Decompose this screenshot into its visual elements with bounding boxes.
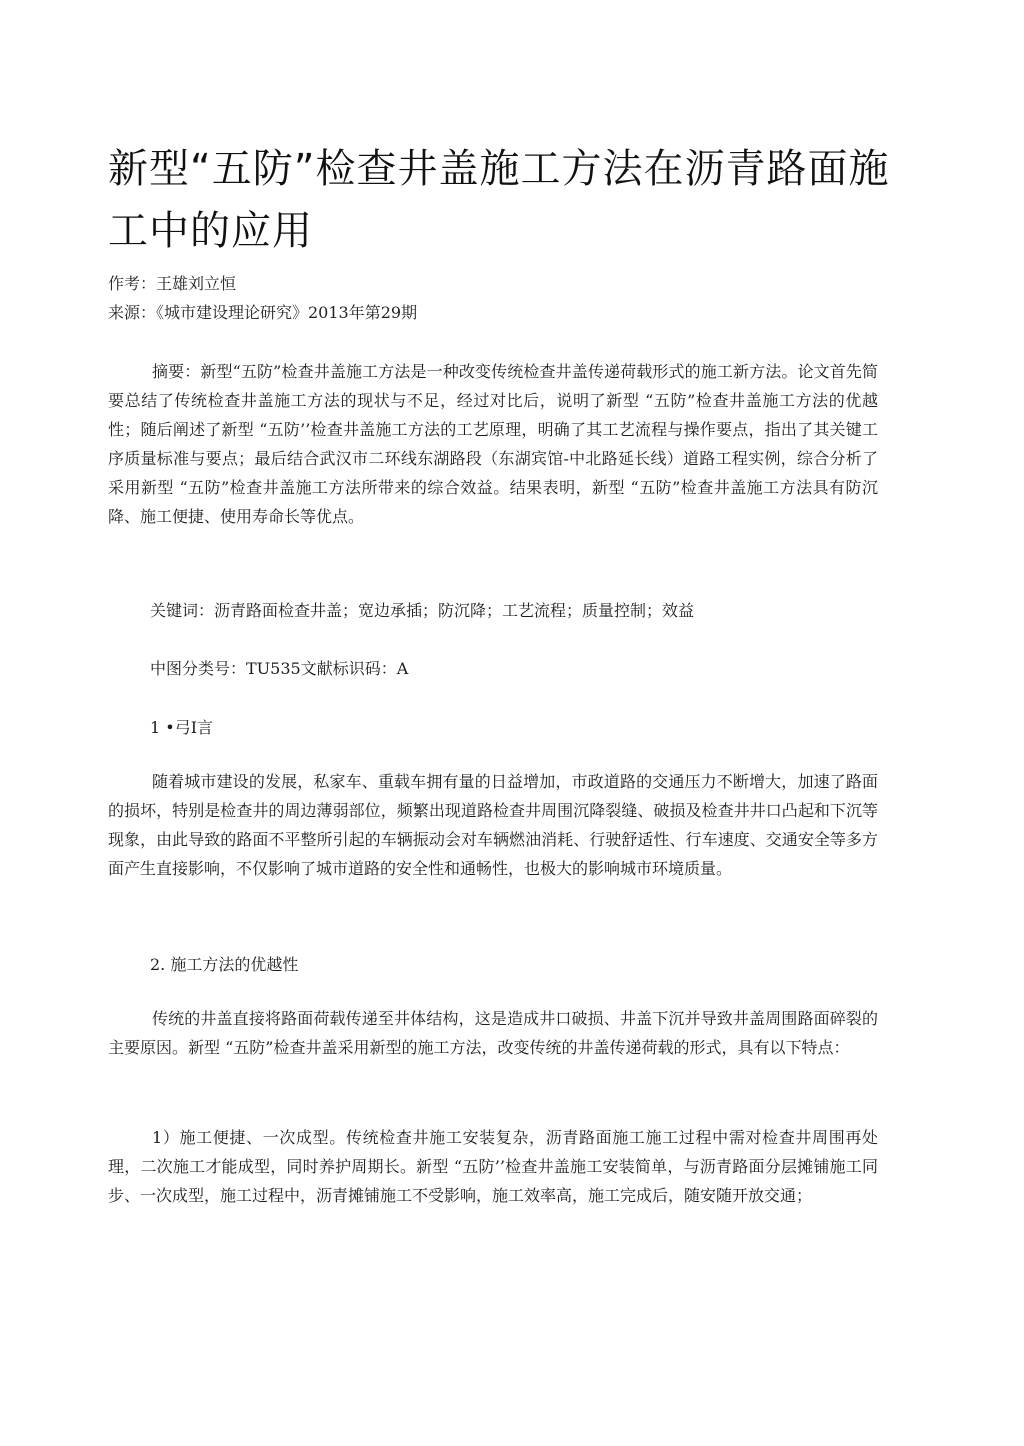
author-line: 作考：王雄刘立恒 [108,274,237,293]
source-line: 来源：《城市建设理论研究》2013年第29期 [108,303,418,322]
abstract-paragraph: 摘要：新型“五防”检查井盖施工方法是一种改变传统检查井盖传递荷载形式的施工新方法。论文首先简要总结了传统检查井盖施工方法的现状与不足，经过对比后，说明了新型 “五防”检查井盖施工方法的优越性；随后阐述了新型 “五防’’检查井盖施工方法的工艺原理，明确了其工艺流程与操作要点，指出了其关键工序质量标准与要点；最后结合武汉市二环线东湖路段（东湖宾馆-中北路延长线）道路工程实例，综合分析了采用新型 “五防”检查井盖施工方法所带来的综合效益。结果表明，新型 “五防”检查井盖施工方法具有防沉降、施工便捷、使用寿命长等优点。 [108,362,878,526]
classification-line: 中图分类号：TU535文献标识码：A [150,659,409,678]
list-item-1-paragraph: 1）施工便捷、一次成型。传统检查井施工安装复杂，沥青路面施工施工过程中需对检查井周围再处理，二次施工才能成型，同时养护周期长。新型 “五防’’检查井盖施工安装简单，与沥青路面分层摊铺施工同步、一次成型，施工过程中，沥青摊铺施工不受影响，施工效率高，施工完成后，随安随开放交通； [108,1128,878,1205]
section-2-heading: 2. 施工方法的优越性 [150,955,299,974]
keywords-line: 关键词：沥青路面检查井盖；宽边承插；防沉降；工艺流程；质量控制；效益 [150,601,695,620]
section-1-heading: 1 •弓I言 [150,718,214,737]
article-title: 新型“五防”检查井盖施工方法在沥青路面施工中的应用 [108,146,890,254]
section-1-paragraph: 随着城市建设的发展，私家车、重载车拥有量的日益增加，市政道路的交通压力不断增大，加速了路面的损坏，特别是检查井的周边薄弱部位，频繁出现道路检查井周围沉降裂缝、破损及检查井井口凸起和下沉等现象，由此导致的路面不平整所引起的车辆振动会对车辆燃油消耗、行驶舒适性、行车速度、交通安全等多方面产生直接影响，不仅影响了城市道路的安全性和通畅性，也极大的影响城市环境质量。 [108,772,878,878]
section-2-paragraph: 传统的井盖直接将路面荷载传递至井体结构，这是造成井口破损、井盖下沉并导致井盖周围路面碎裂的主要原因。新型 “五防”检查井盖采用新型的施工方法，改变传统的井盖传递荷载的形式，具有以下特点： [108,1009,878,1057]
